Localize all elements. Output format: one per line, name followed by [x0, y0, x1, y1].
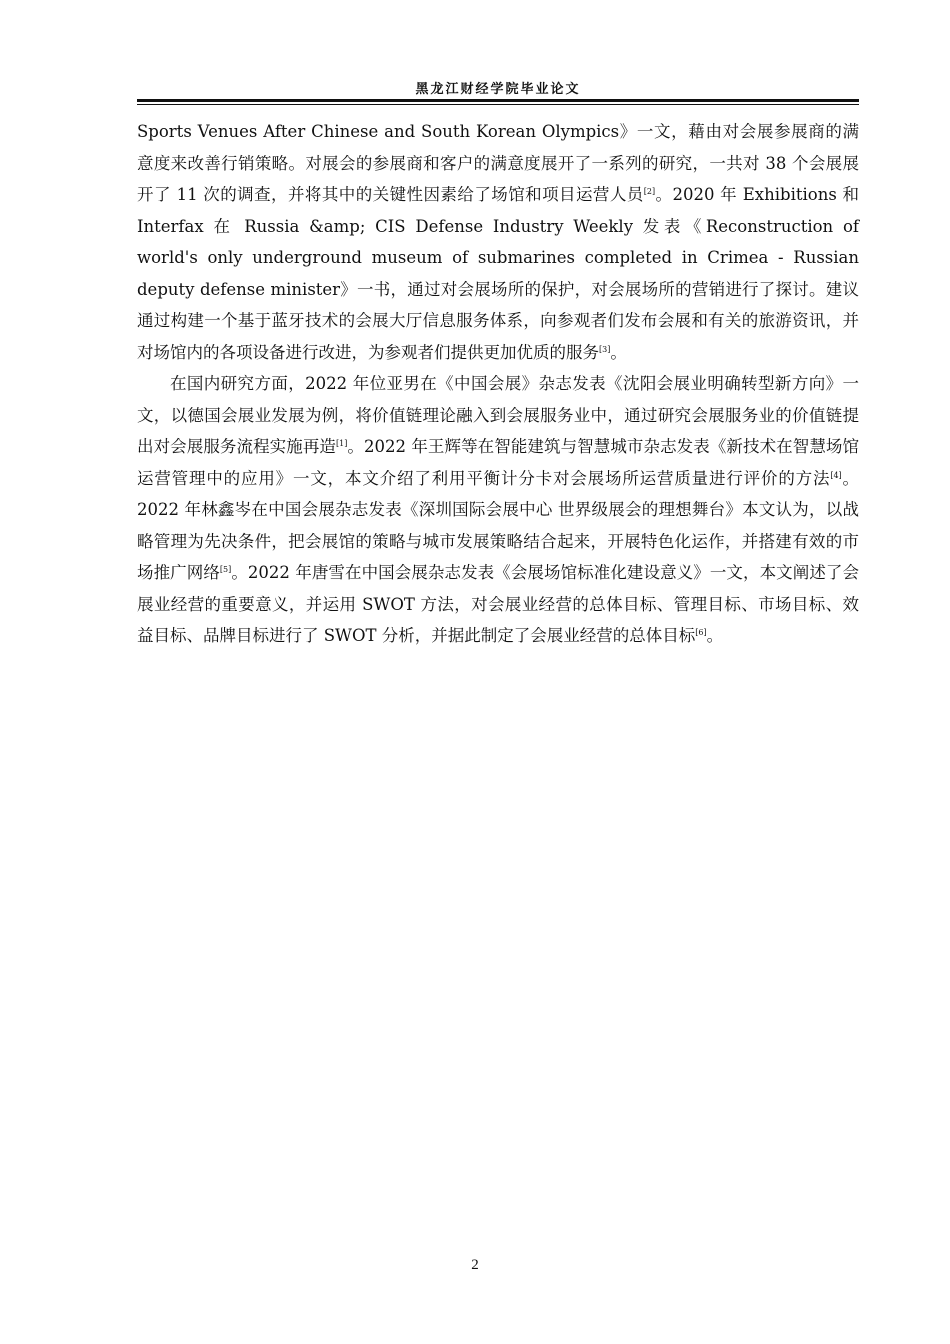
text-run: Sports Venues After Chinese and South Korean Olympics》一文，藉由对会展参展商的满意度来改善行销策略。对展会的参展商和客户的满意度展开了一系列的研究，一共对 38 个会展展开了 11 次的调查，并将其中的关键性因素给了场馆和项目运营人员 [137, 122, 859, 204]
paragraph-foreign-research [137, 116, 859, 368]
text-run: 。2020 年 Exhibitions 和 Interfax 在 Russia &amp; CIS Defense Industry Weekly 发表《Reconstruction of world's only underground museum of submarines completed in Crimea - Russian deputy defense minister》一书，通过对会展场所的保护，对会展场所的营销进行了探讨。建议通过构建一个基于蓝牙技术的会展大厅信息服务体系，向参观者们发布会展和有关的旅游资讯，并对场馆内的各项设备进行改进，为参观者们提供更加优质的服务 [137, 185, 859, 362]
running-header: 黑龙江财经学院毕业论文 [415, 82, 581, 97]
text-run: 。2022 年王辉等在智能建筑与智慧城市杂志发表《新技术在智慧场馆运营管理中的应用》一文，本文介绍了利用平衡计分卡对会展场所运营质量进行评价的方法 [137, 437, 859, 488]
text-run: 。 [610, 342, 627, 362]
page-number: 2 [471, 1257, 479, 1273]
header-rule-thin [137, 104, 859, 105]
citation-5: [5] [219, 565, 232, 574]
paragraph-domestic-research [137, 368, 859, 652]
citation-2: [2] [643, 187, 656, 196]
header-rule-thick [137, 99, 859, 102]
text-run: 。2022 年林鑫岑在中国会展杂志发表《深圳国际会展中心 世界级展会的理想舞台》本文认为，以战略管理为先决条件，把会展馆的策略与城市发展策略结合起来，开展特色化运作，并搭建有效的市场推广网络 [137, 468, 860, 582]
citation-1: [1] [336, 439, 348, 448]
citation-4: [4] [830, 470, 842, 480]
text-run: 在国内研究方面，2022 年位亚男在《中国会展》杂志发表《沈阳会展业明确转型新方向》一文，以德国会展业发展为例，将价值链理论融入到会展服务业中，通过研究会展服务业的价值链提出对会展服务流程实施再造 [137, 374, 859, 456]
body-text [137, 116, 859, 652]
citation-6: [6] [695, 628, 707, 637]
text-run: 。2022 年唐雪在中国会展杂志发表《会展场馆标准化建设意义》一文，本文阐述了会展业经营的重要意义，并运用 SWOT 方法，对会展业经营的总体目标、管理目标、市场目标、效益目标、品牌目标进行了 SWOT 分析，并据此制定了会展业经营的总体目标 [137, 563, 859, 645]
text-run: 。 [706, 626, 724, 645]
citation-3: [3] [599, 344, 611, 354]
